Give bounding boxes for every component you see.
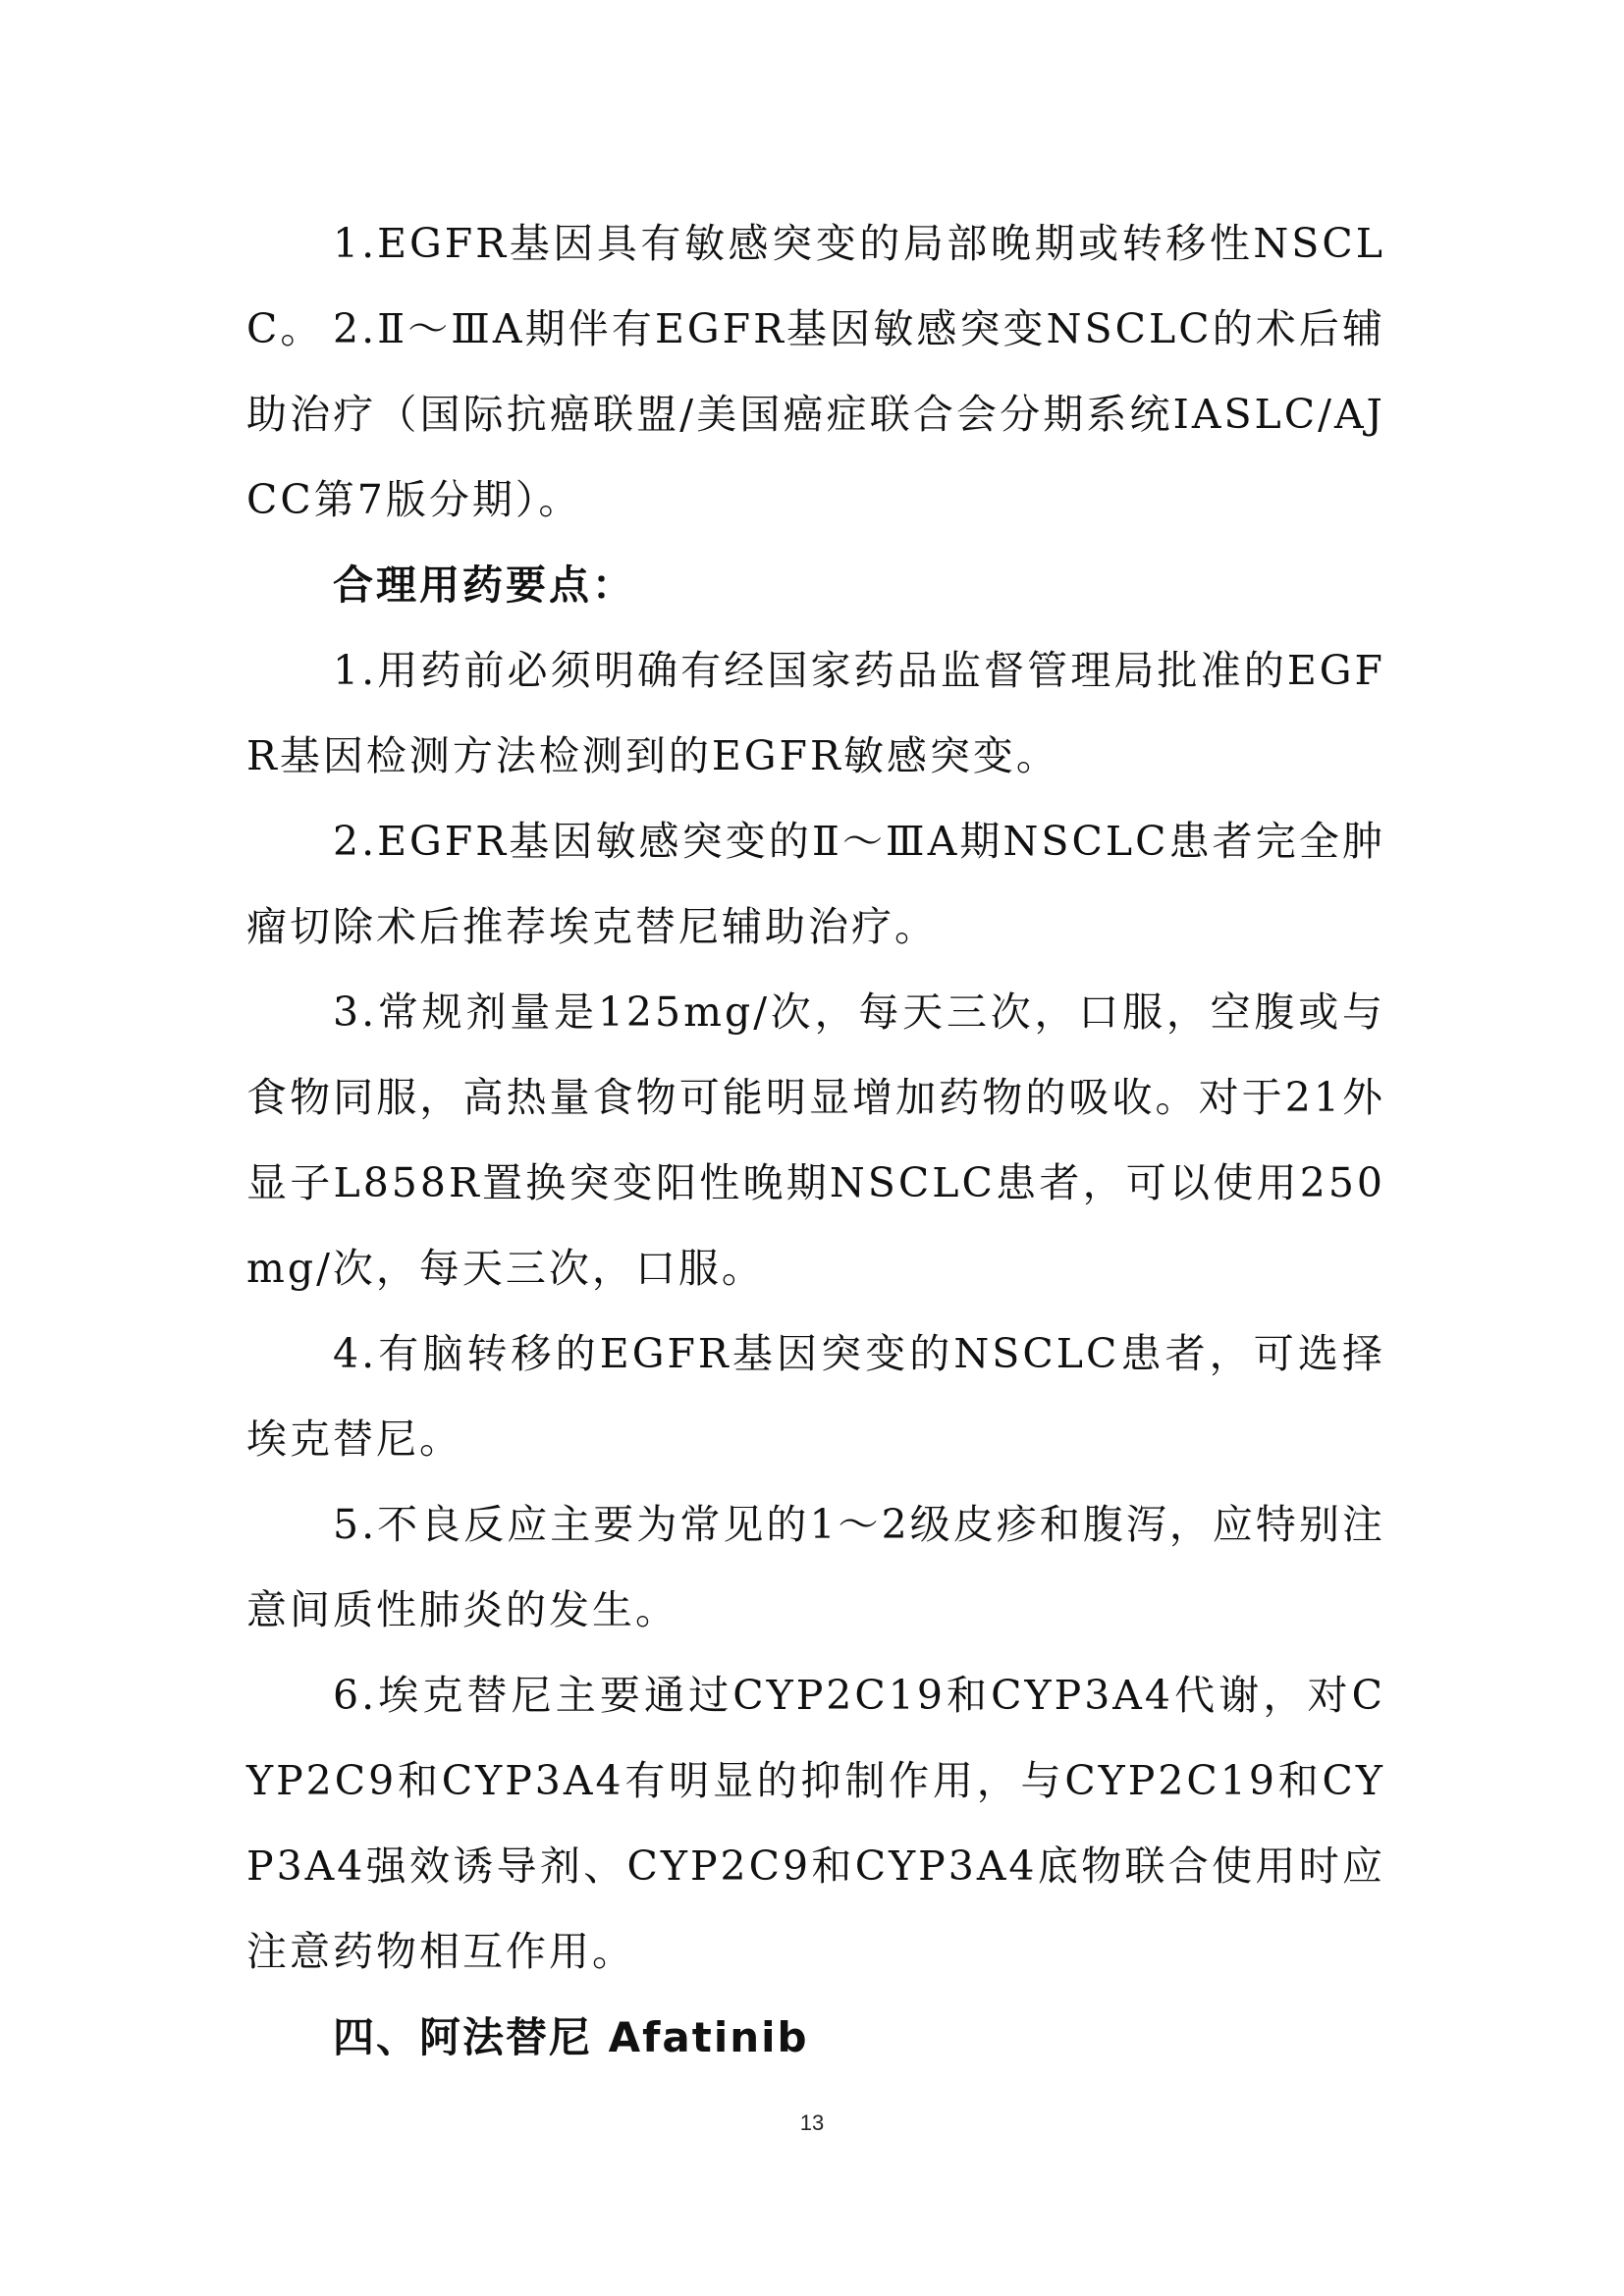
- indication-1: 1.EGFR基因具有敏感突变的局部晚期或转移性NSCLC。: [246, 220, 1385, 352]
- key-point-5: 5.不良反应主要为常见的1～2级皮疹和腹泻，应特别注意间质性肺炎的发生。: [246, 1501, 1385, 1633]
- page-number: 13: [799, 2110, 825, 2135]
- key-point-2: 2.EGFR基因敏感突变的Ⅱ～ⅢA期NSCLC患者完全肿瘤切除术后推荐埃克替尼辅助治疗。: [246, 818, 1385, 950]
- key-point-4: 4.有脑转移的EGFR基因突变的NSCLC患者，可选择埃克替尼。: [246, 1330, 1385, 1463]
- section-heading-afatinib: 四、阿法替尼 Afatinib: [333, 2013, 809, 2061]
- key-point-1: 1.用药前必须明确有经国家药品监督管理局批准的EGFR基因检测方法检测到的EGFR敏感突变。: [246, 647, 1385, 779]
- indication-2: 2.Ⅱ～ⅢA期伴有EGFR基因敏感突变NSCLC的术后辅助治疗（国际抗癌联盟/美国癌症联合会分期系统IASLC/AJCC第7版分期）。: [246, 305, 1385, 523]
- key-points-heading: 合理用药要点：: [333, 561, 635, 609]
- key-point-3: 3.常规剂量是125mg/次，每天三次，口服，空腹或与食物同服，高热量食物可能明显增加药物的吸收。对于21外显子L858R置换突变阳性晚期NSCLC患者，可以使用250mg/次，每天三次，口服。: [246, 988, 1385, 1292]
- key-point-6: 6.埃克替尼主要通过CYP2C19和CYP3A4代谢，对CYP2C9和CYP3A4有明显的抑制作用，与CYP2C19和CYP3A4强效诱导剂、CYP2C9和CYP3A4底物联合使用时应注意药物相互作用。: [246, 1672, 1385, 1975]
